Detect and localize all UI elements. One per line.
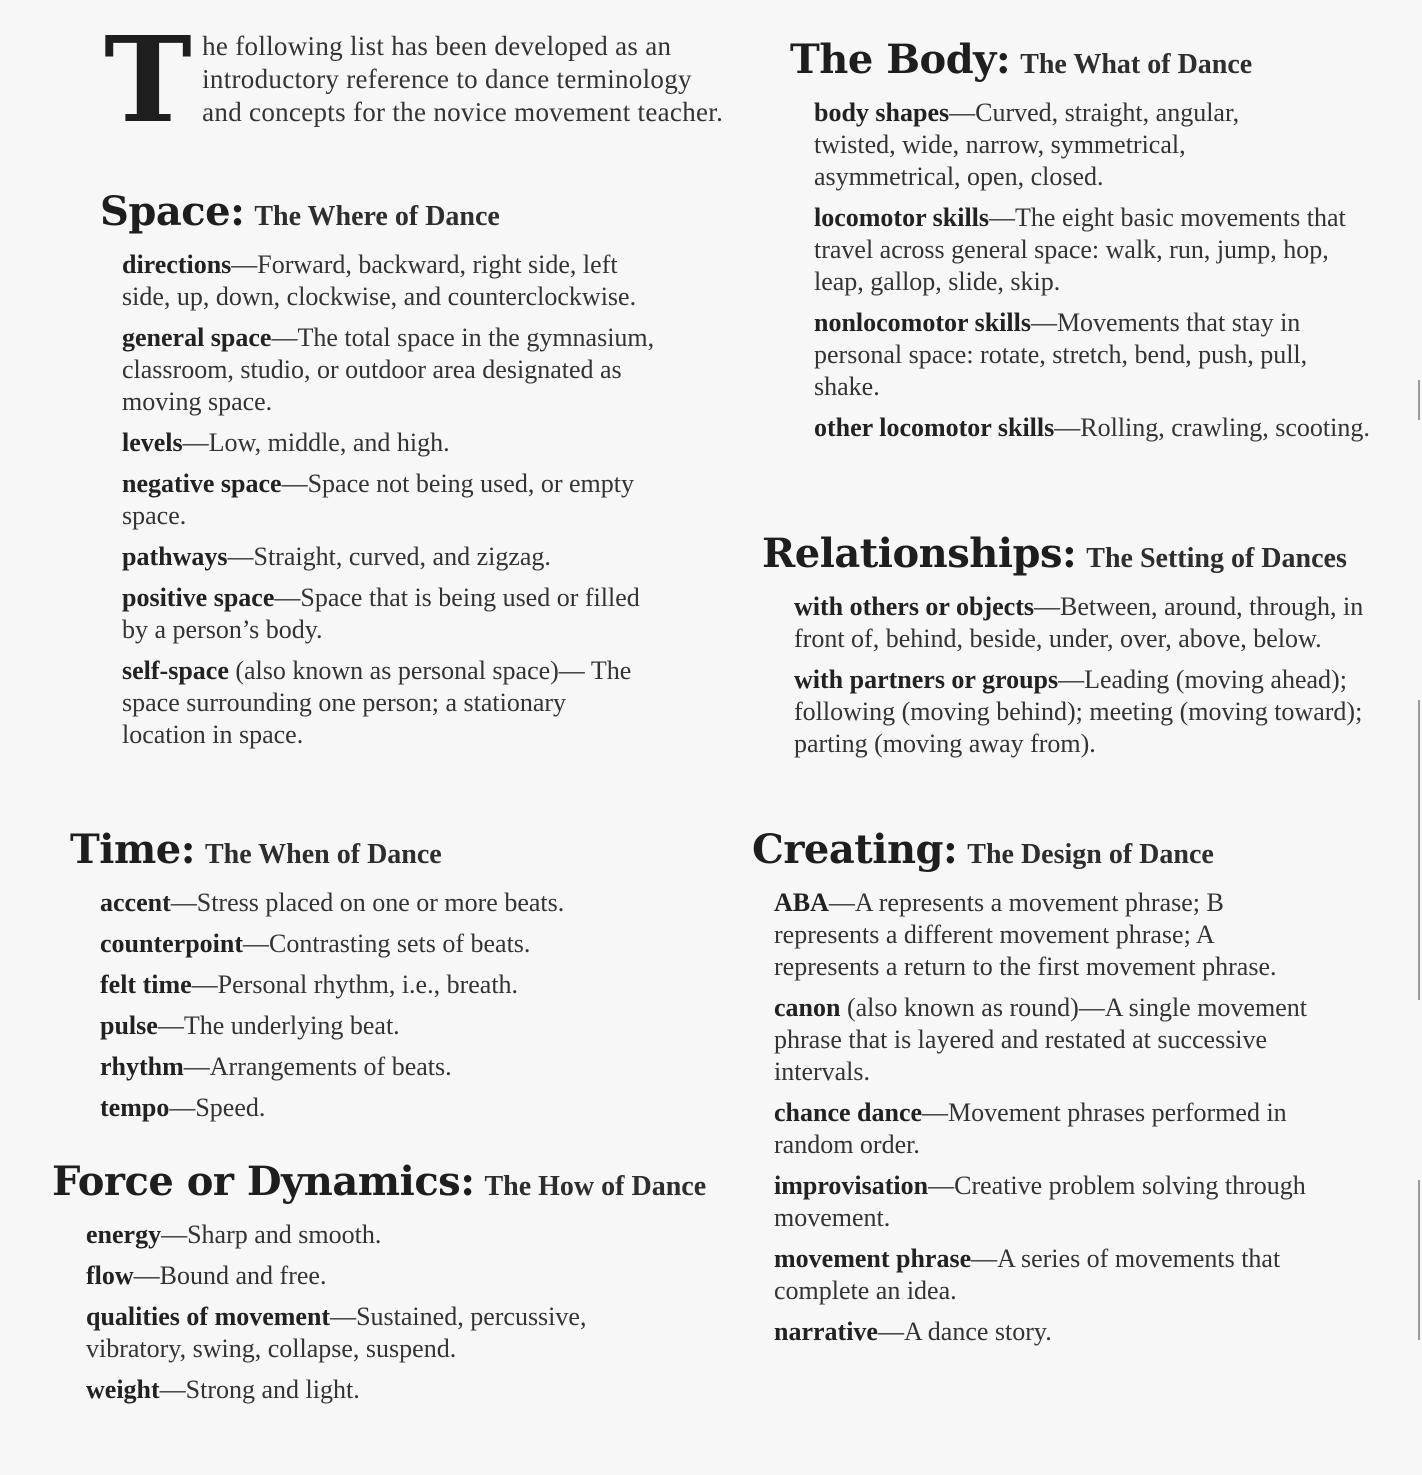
- section-title: Creating:: [752, 826, 958, 873]
- section-title: Relationships:: [762, 530, 1077, 577]
- section-subtitle: The Setting of Dances: [1086, 543, 1347, 574]
- entry-term: with partners or groups: [794, 665, 1059, 694]
- creating-entry: [774, 992, 1334, 1088]
- entry-definition: —Low, middle, and high.: [182, 428, 450, 457]
- entry-definition: —Creative problem solving through movement.: [774, 1171, 1306, 1232]
- intro-text: he following list has been developed as an introductory reference to dance terminology and concepts for the novice movement teacher.: [202, 31, 724, 127]
- section-title: The Body:: [790, 36, 1011, 83]
- entry-definition: —The underlying beat.: [157, 1011, 400, 1040]
- entry-term: positive space: [122, 583, 275, 612]
- entry-definition: —Sharp and smooth.: [161, 1220, 382, 1249]
- entry-definition: —Movement phrases performed in random order.: [774, 1098, 1287, 1159]
- section-body: [790, 36, 1410, 453]
- entry-definition: —A represents a movement phrase; B represents a different movement phrase; A represents a return to the first movement phrase.: [774, 888, 1277, 981]
- entry-term: felt time: [100, 970, 192, 999]
- entry-term: other locomotor skills: [814, 413, 1055, 442]
- section-force-dynamics: [52, 1158, 732, 1415]
- force-entry: [86, 1260, 686, 1292]
- entry-term: body shapes: [814, 98, 950, 127]
- force-entry: [86, 1301, 686, 1365]
- time-entry: [100, 928, 680, 960]
- entry-term: ABA: [774, 888, 829, 917]
- entry-term: general space: [122, 323, 272, 352]
- intro-paragraph: [104, 10, 724, 149]
- entry-definition: —Movements that stay in personal space: rotate, stretch, bend, push, pull, shake.: [814, 308, 1308, 401]
- section-title: Time:: [70, 826, 195, 873]
- space-entry: [122, 249, 642, 313]
- time-entry: [100, 1092, 680, 1124]
- scan-edge-mark: [1418, 1180, 1420, 1340]
- entry-term: directions: [122, 250, 232, 279]
- entry-definition: —Sustained, percussive, vibratory, swing, collapse, suspend.: [86, 1302, 587, 1363]
- entry-term: accent: [100, 888, 171, 917]
- force-entry: [86, 1219, 686, 1251]
- entry-definition: (also known as personal space)— The space surrounding one person; a stationary location in space.: [122, 656, 632, 749]
- space-entry-list: [100, 249, 655, 751]
- entry-term: pathways: [122, 542, 228, 571]
- entry-definition: —Space that is being used or filled by a person’s body.: [122, 583, 640, 644]
- entry-definition: —The total space in the gymnasium, classroom, studio, or outdoor area designated as moving space.: [122, 323, 655, 416]
- entry-term: energy: [86, 1220, 162, 1249]
- entry-definition: —Leading (moving ahead); following (moving behind); meeting (moving toward); parting (moving away from).: [794, 665, 1363, 758]
- space-entry: [122, 582, 642, 646]
- creating-entry: [774, 1316, 1334, 1348]
- section-title: Force or Dynamics:: [52, 1158, 475, 1205]
- relationships-entry: [794, 664, 1364, 760]
- creating-entry: [774, 887, 1304, 983]
- space-entry: [122, 655, 642, 751]
- space-entry: [122, 427, 642, 459]
- entry-definition: —Bound and free.: [133, 1261, 327, 1290]
- scan-edge-mark: [1418, 380, 1420, 420]
- entry-term: locomotor skills: [814, 203, 990, 232]
- entry-definition: —Contrasting sets of beats.: [243, 929, 531, 958]
- force-entry-list: [52, 1219, 686, 1406]
- entry-definition: —Curved, straight, angular, twisted, wide, narrow, symmetrical, asymmetrical, open, closed.: [814, 98, 1240, 191]
- section-subtitle: The Design of Dance: [967, 839, 1214, 870]
- entry-definition: (also known as round)—A single movement phrase that is layered and restated at successive intervals.: [774, 993, 1307, 1086]
- entry-definition: —A series of movements that complete an idea.: [774, 1244, 1281, 1305]
- entry-definition: —Between, around, through, in front of, behind, beside, under, over, above, below.: [794, 592, 1364, 653]
- force-entry: [86, 1374, 686, 1406]
- section-relationships: [762, 530, 1402, 769]
- section-subtitle: The What of Dance: [1020, 49, 1253, 80]
- body-entry: [814, 307, 1374, 403]
- entry-term: self-space: [122, 656, 229, 685]
- relationships-entry: [794, 591, 1364, 655]
- entry-term: negative space: [122, 469, 282, 498]
- entry-term: narrative: [774, 1317, 878, 1346]
- creating-entry-list: [752, 887, 1334, 1348]
- body-entry: [814, 97, 1314, 193]
- section-heading: [70, 826, 710, 873]
- entry-term: pulse: [100, 1011, 158, 1040]
- entry-definition: —A dance story.: [877, 1317, 1052, 1346]
- entry-term: chance dance: [774, 1098, 923, 1127]
- creating-entry: [774, 1243, 1334, 1307]
- section-heading: [100, 188, 710, 235]
- section-subtitle: The How of Dance: [484, 1171, 707, 1202]
- section-heading: [762, 530, 1402, 577]
- space-entry: [122, 541, 642, 573]
- section-creating: [752, 826, 1402, 1357]
- time-entry: [100, 969, 680, 1001]
- entry-term: weight: [86, 1375, 160, 1404]
- entry-term: rhythm: [100, 1052, 184, 1081]
- entry-definition: —Rolling, crawling, scooting.: [1054, 413, 1370, 442]
- section-heading: [52, 1158, 732, 1205]
- entry-term: levels: [122, 428, 183, 457]
- entry-term: movement phrase: [774, 1244, 972, 1273]
- time-entry: [100, 1010, 680, 1042]
- section-subtitle: The Where of Dance: [254, 201, 500, 232]
- section-time: [70, 826, 710, 1133]
- entry-term: nonlocomotor skills: [814, 308, 1031, 337]
- space-entry: [122, 322, 702, 418]
- time-entry: [100, 887, 680, 919]
- body-entry: [814, 202, 1374, 298]
- section-space: [100, 188, 710, 760]
- entry-definition: —Strong and light.: [159, 1375, 360, 1404]
- section-subtitle: The When of Dance: [205, 839, 442, 870]
- entry-term: with others or objects: [794, 592, 1034, 621]
- space-entry: [122, 468, 642, 532]
- intro-dropcap: T: [104, 10, 193, 149]
- time-entry-list: [70, 887, 680, 1124]
- entry-definition: —Forward, backward, right side, left side, up, down, clockwise, and counterclockwise.: [122, 250, 637, 311]
- section-heading: [790, 36, 1410, 83]
- entry-term: qualities of movement: [86, 1302, 331, 1331]
- entry-term: improvisation: [774, 1171, 929, 1200]
- creating-entry: [774, 1097, 1334, 1161]
- entry-definition: —Personal rhythm, i.e., breath.: [191, 970, 519, 999]
- body-entry: [814, 412, 1374, 444]
- entry-term: canon: [774, 993, 841, 1022]
- scan-edge-mark: [1418, 700, 1420, 1000]
- entry-term: flow: [86, 1261, 134, 1290]
- entry-definition: —Stress placed on one or more beats.: [170, 888, 565, 917]
- section-heading: [752, 826, 1402, 873]
- relationships-entry-list: [762, 591, 1364, 760]
- entry-definition: —Arrangements of beats.: [183, 1052, 452, 1081]
- entry-definition: —Straight, curved, and zigzag.: [227, 542, 551, 571]
- body-entry-list: [790, 97, 1374, 444]
- entry-definition: —Speed.: [169, 1093, 266, 1122]
- creating-entry: [774, 1170, 1334, 1234]
- section-title: Space:: [100, 188, 245, 235]
- entry-term: counterpoint: [100, 929, 243, 958]
- entry-definition: —The eight basic movements that travel across general space: walk, run, jump, hop, leap, gallop, slide, skip.: [814, 203, 1346, 296]
- entry-definition: —Space not being used, or empty space.: [122, 469, 634, 530]
- time-entry: [100, 1051, 680, 1083]
- entry-term: tempo: [100, 1093, 170, 1122]
